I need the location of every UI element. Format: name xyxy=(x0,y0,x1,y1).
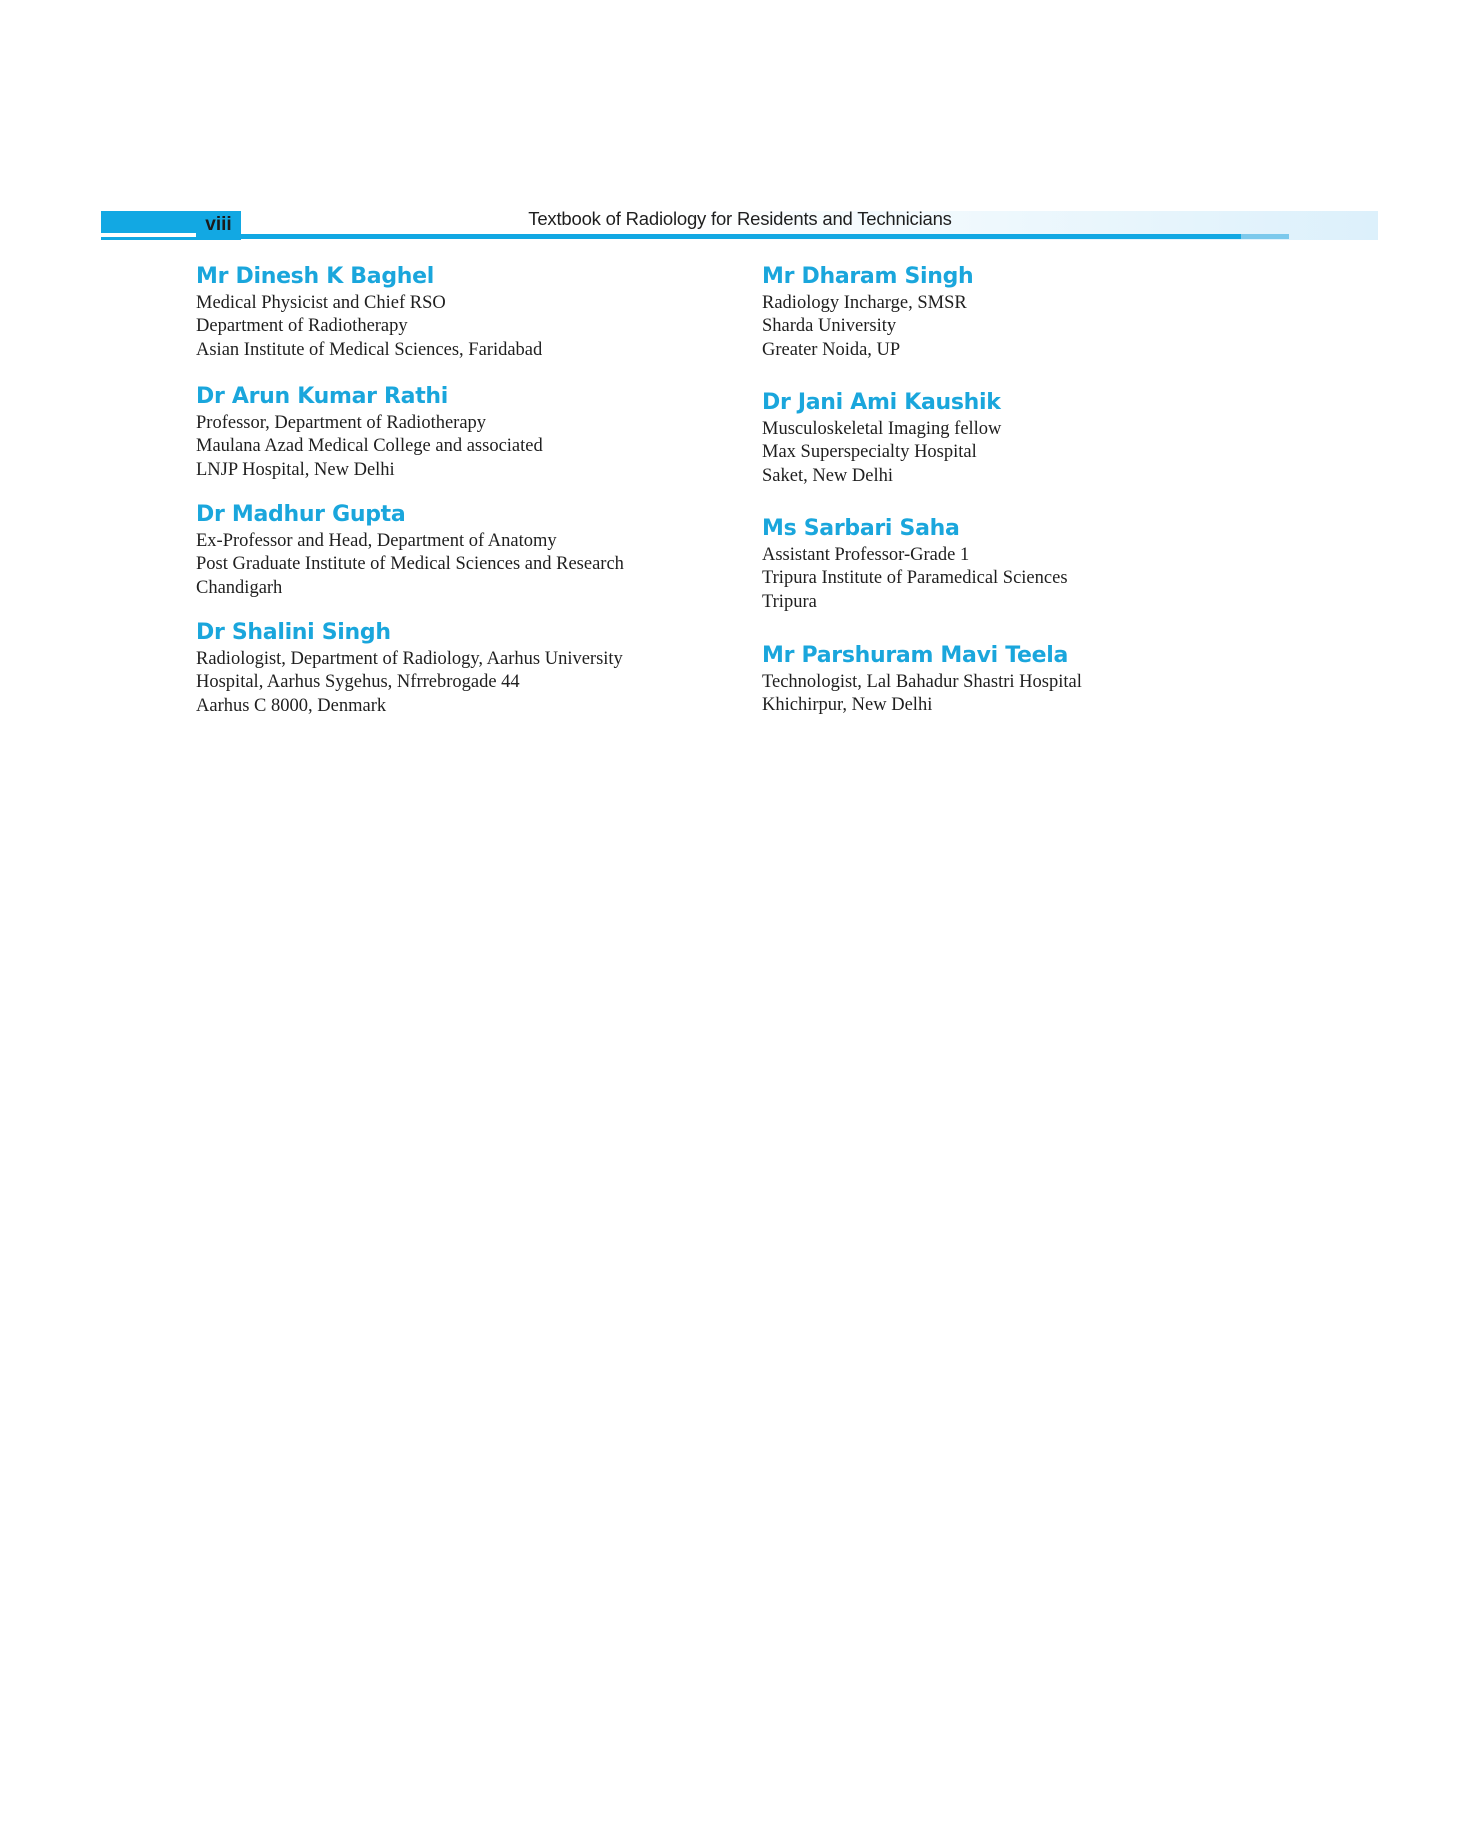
contributor-name: Dr Arun Kumar Rathi xyxy=(196,384,449,409)
affiliation-line: Post Graduate Institute of Medical Sciences and Research xyxy=(196,554,624,575)
affiliation-line: Department of Radiotherapy xyxy=(196,316,408,337)
affiliation-line: Max Superspecialty Hospital xyxy=(762,442,977,463)
affiliation-line: Professor, Department of Radiotherapy xyxy=(196,413,487,433)
affiliation-line: Radiology Incharge, SMSR xyxy=(762,293,967,313)
contributor-entry xyxy=(196,382,543,482)
contributor-entry xyxy=(762,388,1001,488)
affiliation-line: Medical Physicist and Chief RSO xyxy=(196,293,446,313)
header-rule xyxy=(241,234,1241,239)
affiliation-line: Ex-Professor and Head, Department of Anatomy xyxy=(196,531,557,551)
affiliation-line: Assistant Professor-Grade 1 xyxy=(762,545,970,565)
contributor-name: Mr Dinesh K Baghel xyxy=(196,264,434,289)
contributor-name: Mr Dharam Singh xyxy=(762,264,974,289)
contributor-entry xyxy=(196,618,623,718)
header-accent-underline xyxy=(101,237,196,240)
header-accent-bar xyxy=(101,211,196,233)
affiliation-line: Saket, New Delhi xyxy=(762,465,894,486)
affiliation-line: Maulana Azad Medical College and associated xyxy=(196,436,543,457)
contributor-name: Dr Jani Ami Kaushik xyxy=(762,390,1001,415)
contributor-name: Ms Sarbari Saha xyxy=(762,516,960,541)
affiliation-line: Radiologist, Department of Radiology, Aarhus University xyxy=(196,649,623,669)
affiliation-line: LNJP Hospital, New Delhi xyxy=(196,459,395,480)
affiliation-line: Tripura Institute of Paramedical Sciences xyxy=(762,568,1068,589)
affiliation-line: Asian Institute of Medical Sciences, Faridabad xyxy=(196,339,543,360)
affiliation-line: Sharda University xyxy=(762,316,897,337)
affiliation-line: Chandigarh xyxy=(196,577,283,598)
running-title: Textbook of Radiology for Residents and Technicians xyxy=(528,208,952,229)
contributor-name: Mr Parshuram Mavi Teela xyxy=(762,643,1069,668)
page-number: viii xyxy=(205,214,232,235)
affiliation-line: Tripura xyxy=(762,591,817,612)
affiliation-line: Aarhus C 8000, Denmark xyxy=(196,695,387,716)
contributor-entry xyxy=(762,262,973,362)
affiliation-line: Musculoskeletal Imaging fellow xyxy=(762,419,1002,439)
affiliation-line: Greater Noida, UP xyxy=(762,339,901,360)
affiliation-line: Khichirpur, New Delhi xyxy=(762,695,933,716)
affiliation-line: Technologist, Lal Bahadur Shastri Hospital xyxy=(762,672,1082,692)
contributor-entry xyxy=(762,641,1082,718)
contributor-entry xyxy=(196,262,542,362)
affiliation-line: Hospital, Aarhus Sygehus, Nfrrebrogade 44 xyxy=(196,672,520,693)
contributor-entry xyxy=(762,514,1068,614)
contributor-name: Dr Shalini Singh xyxy=(196,620,391,645)
header-rule-end xyxy=(1241,234,1289,239)
contributor-entry xyxy=(196,500,624,600)
contributor-name: Dr Madhur Gupta xyxy=(196,502,406,527)
